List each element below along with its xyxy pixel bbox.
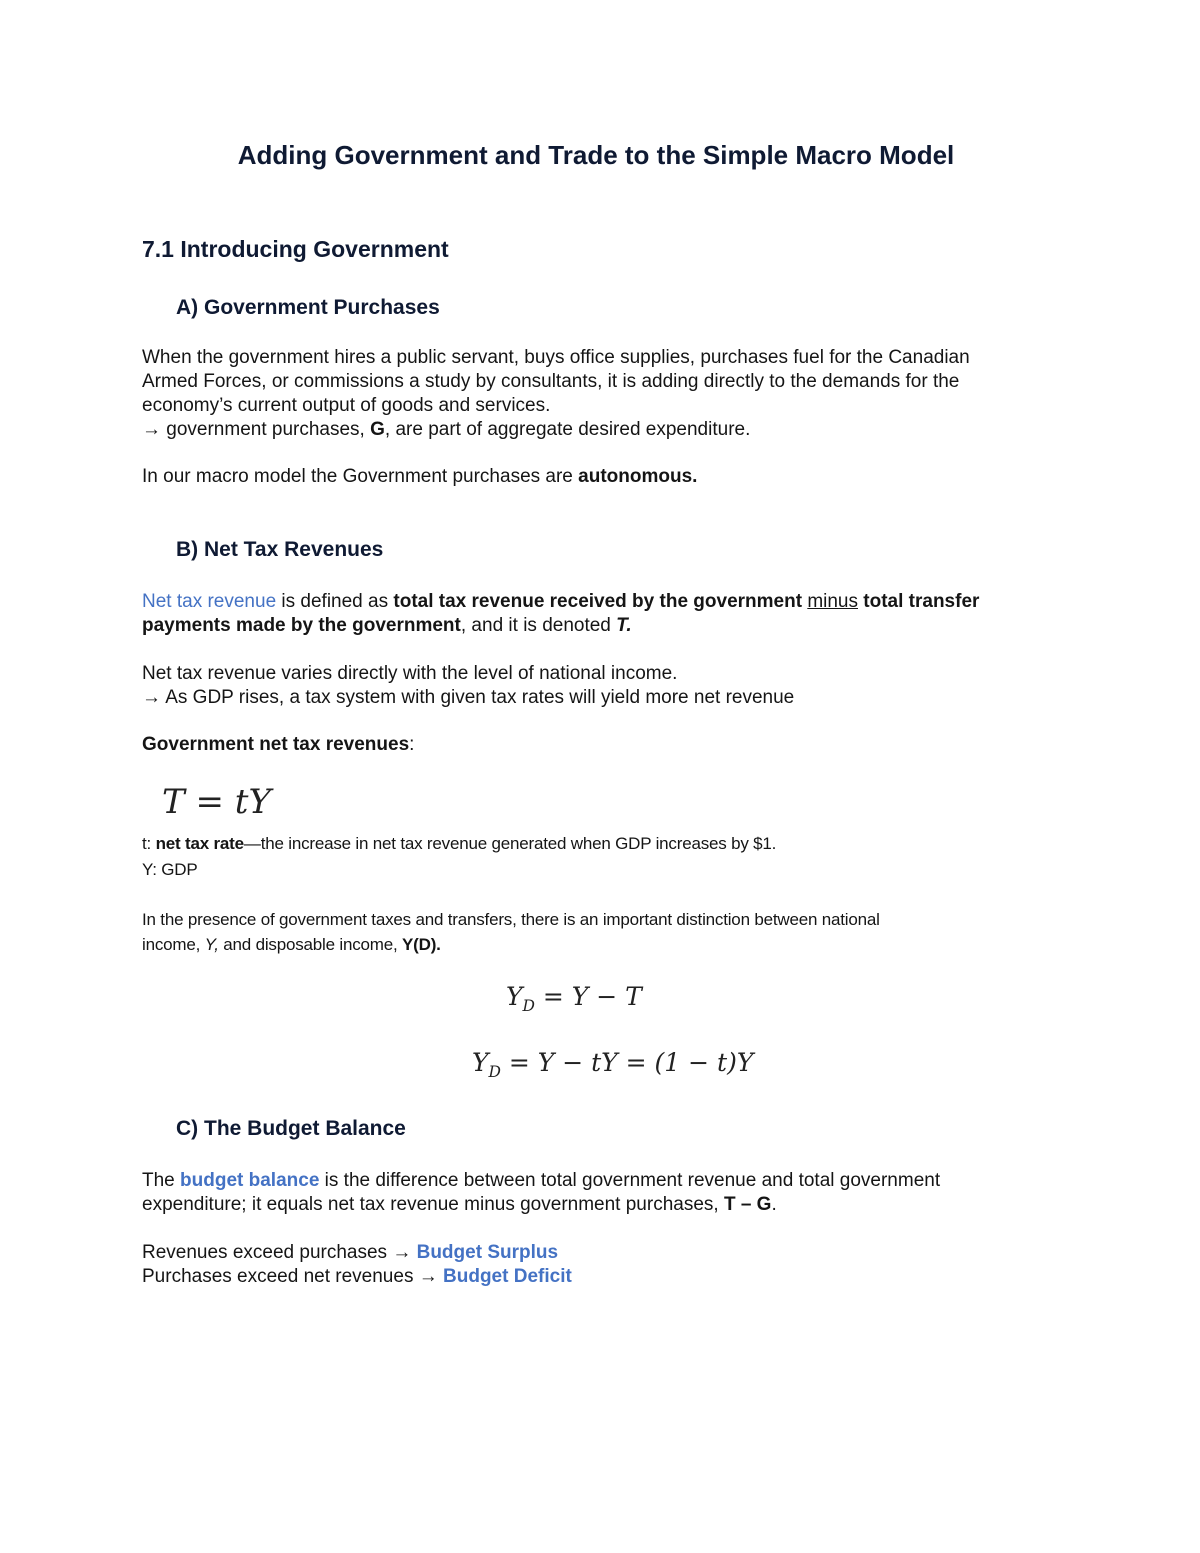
- autonomous-line: [142, 465, 697, 489]
- text: is defined as: [276, 591, 394, 612]
- section-heading: 7.1 Introducing Government: [142, 236, 449, 262]
- text: As GDP rises, a tax system with given tax rates will yield more net revenue: [165, 687, 795, 708]
- paragraph-line: In the presence of government taxes and transfers, there is an important distinction between national: [142, 910, 880, 929]
- text: income,: [142, 935, 205, 954]
- autonomous-term: autonomous.: [578, 466, 698, 487]
- net-tax-revenue-term: Net tax revenue: [142, 591, 277, 612]
- yd-symbol: Y(D).: [402, 935, 441, 954]
- text: and disposable income,: [218, 935, 403, 954]
- text: expenditure; it equals net tax revenue minus government purchases,: [142, 1194, 724, 1215]
- text: = Y − tY = (1 − t)Y: [500, 1048, 754, 1077]
- text-bold: payments made by the government: [142, 615, 461, 636]
- surplus-line: [142, 1241, 558, 1265]
- equation-disposable-income: [506, 982, 642, 1015]
- paragraph-line: [142, 1193, 777, 1217]
- text: :: [409, 734, 415, 755]
- text: = Y − T: [534, 982, 642, 1011]
- paragraph-line: Net tax revenue varies directly with the level of national income.: [142, 663, 678, 684]
- subscript: D: [488, 1063, 501, 1081]
- arrow-point-line: [142, 686, 794, 710]
- text: The: [142, 1170, 181, 1191]
- y-symbol: Y,: [204, 935, 219, 954]
- text: , are part of aggregate desired expenditure.: [384, 419, 751, 440]
- budget-surplus-term: Budget Surplus: [416, 1242, 559, 1263]
- gov-net-tax-label: [142, 733, 414, 757]
- text: In our macro model the Government purchases are: [142, 466, 579, 487]
- text: Y: [506, 982, 523, 1011]
- definition-line: [142, 614, 632, 638]
- paragraph-line: When the government hires a public servant, buys office supplies, purchases fuel for the Canadian: [142, 347, 970, 368]
- subsection-heading-a: A) Government Purchases: [176, 296, 440, 319]
- text: is the difference between total government revenue and total government: [319, 1170, 941, 1191]
- subsection-heading-c: C) The Budget Balance: [176, 1117, 406, 1140]
- equation-disposable-income-expanded: [472, 1048, 753, 1081]
- minus-underlined: minus: [807, 591, 858, 612]
- paragraph-line: [142, 1169, 940, 1193]
- arrow-icon: →: [142, 687, 166, 708]
- text: , and it is denoted: [460, 615, 617, 636]
- t-definition-line: [142, 832, 776, 856]
- budget-deficit-term: Budget Deficit: [443, 1266, 572, 1287]
- arrow-point-line: [142, 418, 750, 442]
- subsection-heading-b: B) Net Tax Revenues: [176, 538, 384, 561]
- g-symbol: G: [370, 419, 385, 440]
- arrow-icon: →: [142, 419, 167, 440]
- text-bold: Government net tax revenues: [142, 734, 410, 755]
- arrow-icon: →: [392, 1242, 417, 1263]
- paragraph-line: economy’s current output of goods and services.: [142, 395, 551, 416]
- deficit-line: [142, 1265, 572, 1289]
- paragraph-line: [142, 933, 441, 957]
- text-bold: total transfer: [863, 591, 980, 612]
- formula-t-equals-ty: T = tY: [162, 782, 271, 822]
- text: Purchases exceed net revenues: [142, 1266, 419, 1287]
- text: t:: [142, 834, 152, 853]
- subscript: D: [522, 997, 535, 1015]
- definition-line: [142, 590, 979, 614]
- paragraph-line: Armed Forces, or commissions a study by consultants, it is adding directly to the demands for the: [142, 371, 960, 392]
- net-tax-rate-term: net tax rate: [155, 834, 244, 853]
- text: —the increase in net tax revenue generated when GDP increases by $1.: [243, 834, 777, 853]
- text-bold: total tax revenue received by the government: [393, 591, 803, 612]
- t-symbol: T.: [616, 615, 632, 636]
- t-minus-g: T – G: [723, 1194, 772, 1215]
- text: Revenues exceed purchases: [142, 1242, 393, 1263]
- y-definition-line: Y: GDP: [142, 860, 198, 879]
- text: .: [771, 1194, 777, 1215]
- text: Y: [472, 1048, 489, 1077]
- arrow-icon: →: [418, 1266, 444, 1287]
- text: government purchases,: [166, 419, 371, 440]
- budget-balance-term: budget balance: [180, 1170, 320, 1191]
- document-title: Adding Government and Trade to the Simple Macro Model: [237, 140, 955, 170]
